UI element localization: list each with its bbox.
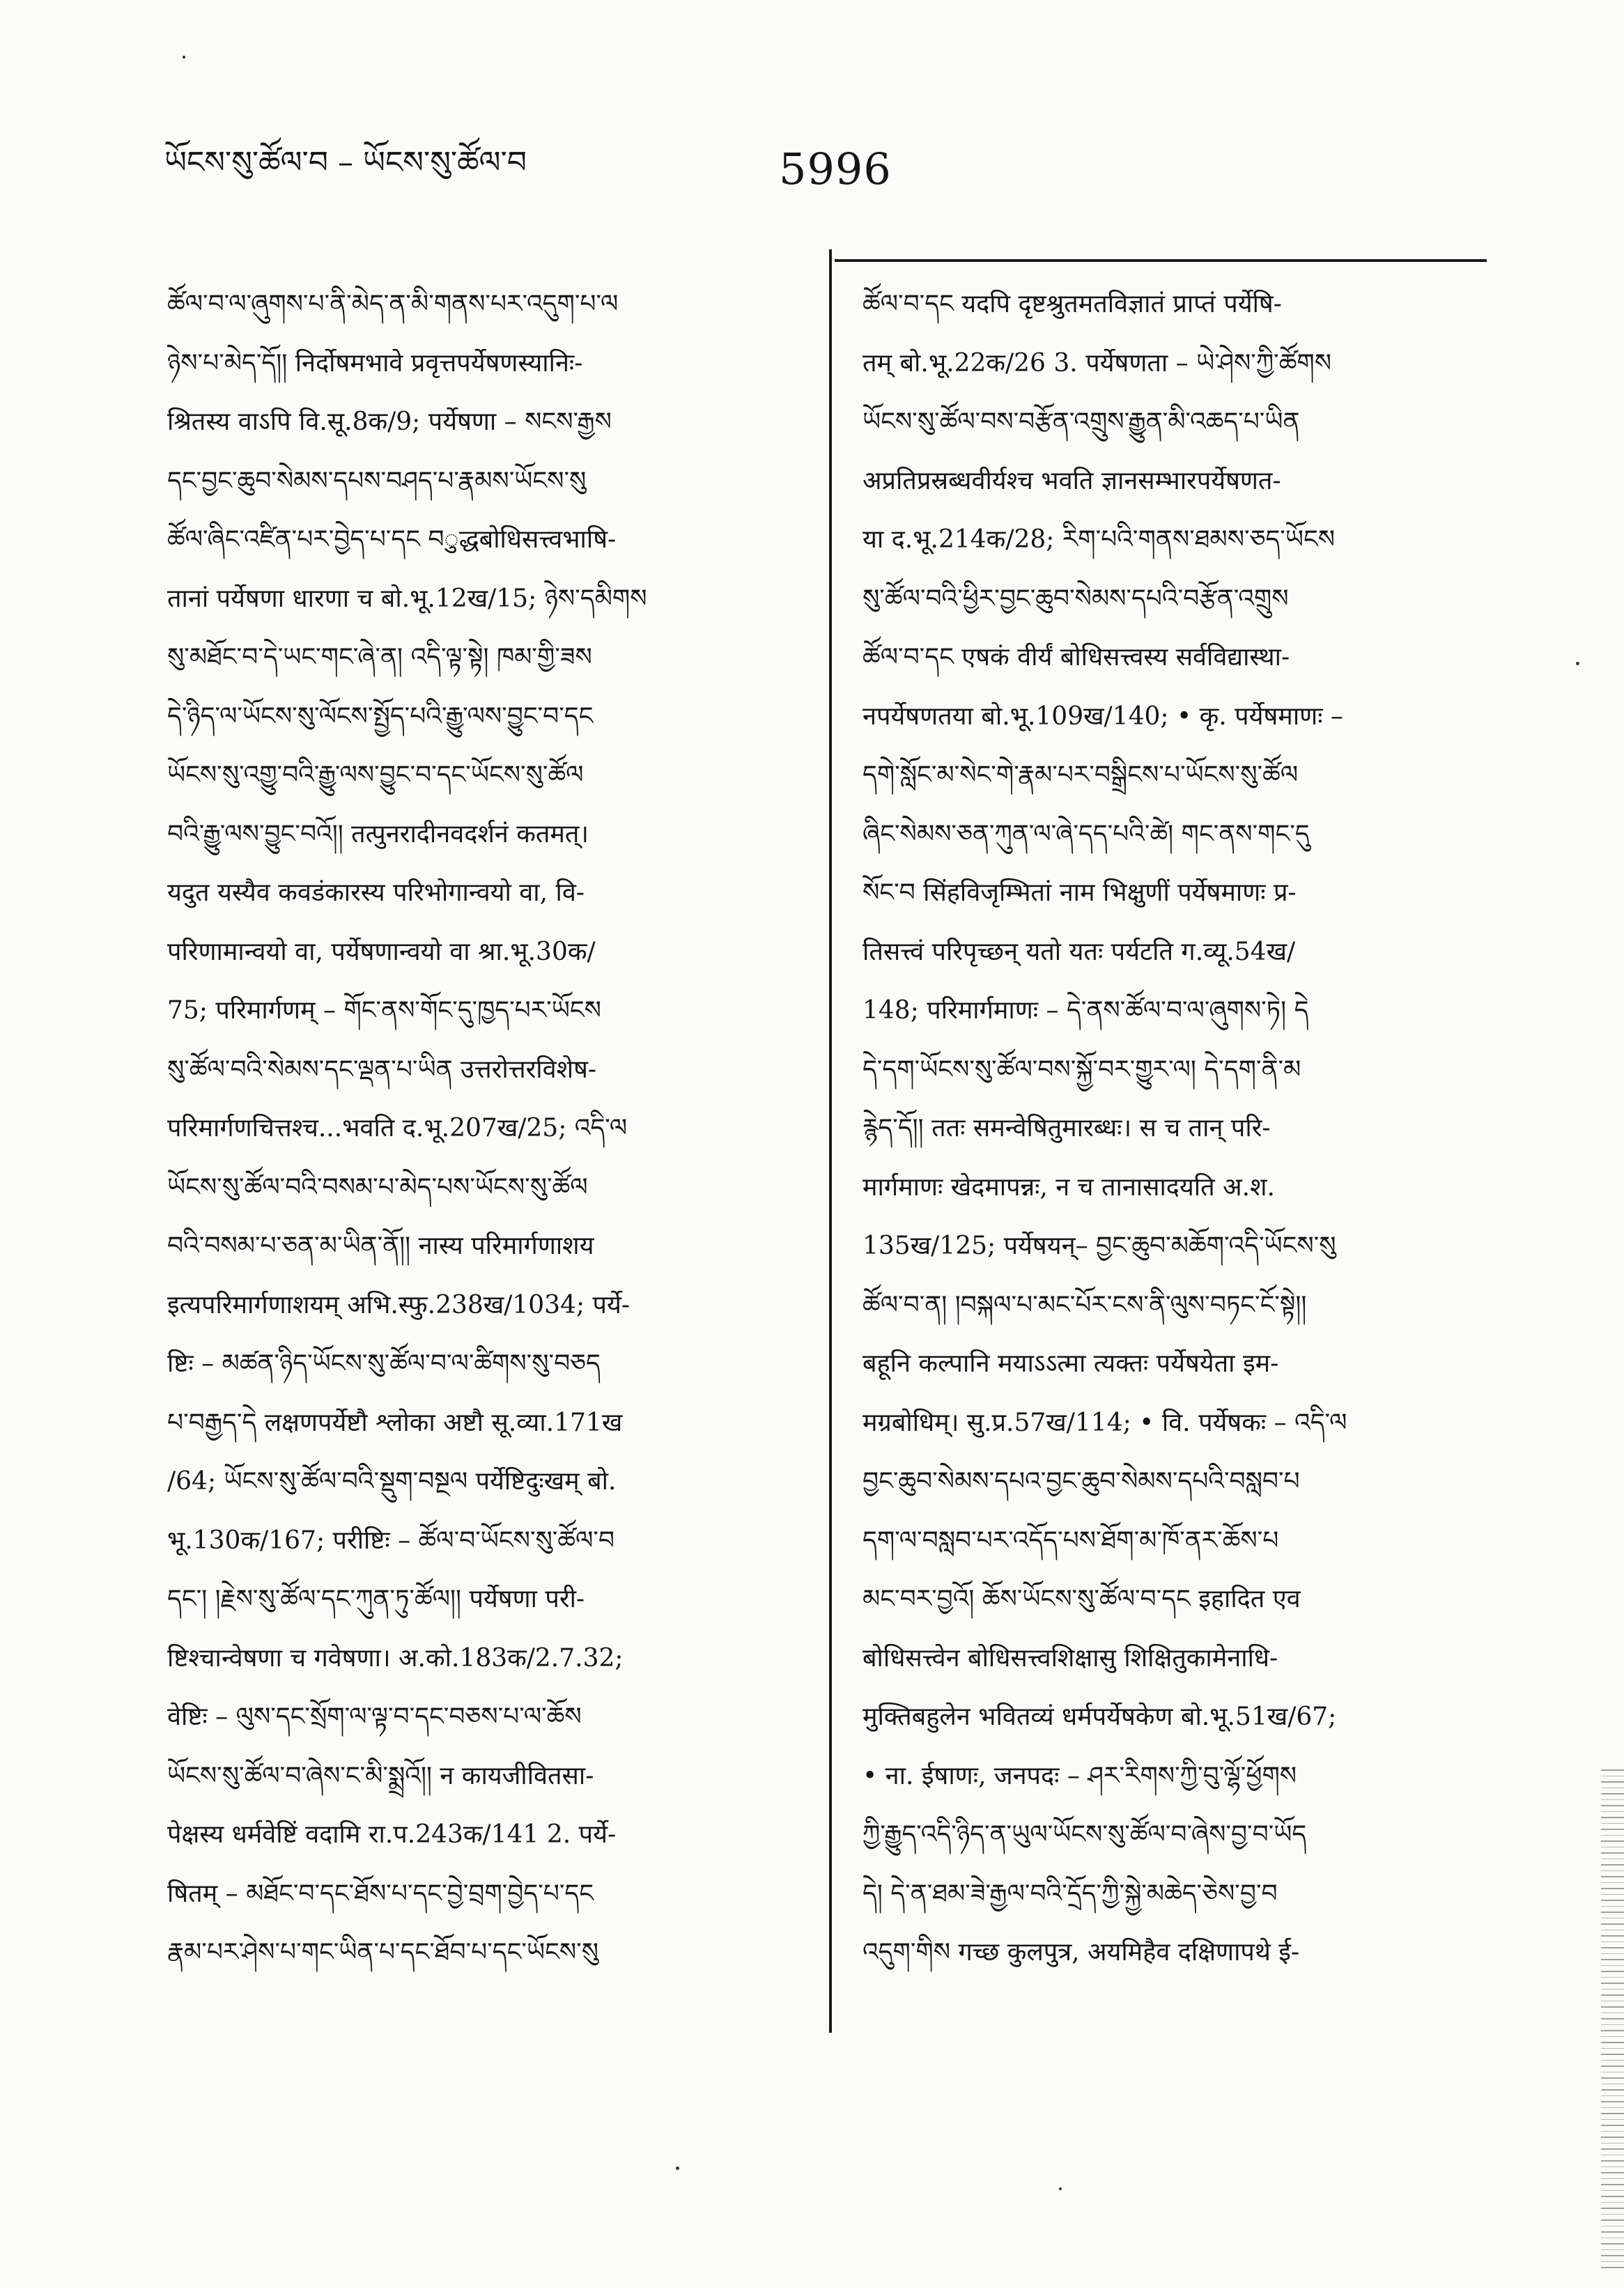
text-line: སུ་ཚོལ་བའི་ཕྱིར་བྱང་ཆུབ་སེམས་དཔའི་བརྩོན་འགྲུས (863, 584, 1289, 613)
text-line: མང་བར་བྱའོ། ཆོས་ཡོངས་སུ་ཚོལ་བ་དང इहादित एव (863, 1585, 1301, 1613)
text-line: वेष्टिः – ལུས་དང་སྲོག་ལ་ལྟ་བ་དང་བཅས་པ་ལ་ཆོས (167, 1703, 582, 1731)
text-line: 135ख/125; पर्येषयन्– བྱང་ཆུབ་མཆོག་འདི་ཡོངས་སུ (863, 1232, 1336, 1260)
text-line: मार्गमाणः खेदमापन्नः, न च तानासादयति अ.श. (863, 1172, 1275, 1202)
text-line: श्रितस्य वाऽपि वि.सू.8क/9; पर्येषणा – སངས་རྒྱས (167, 408, 612, 436)
text-line: पेक्षस्य धर्मवेष्टिं वदामि रा.प.243क/141 2. पर्ये- (167, 1820, 617, 1849)
text-line: मुक्तिबहुलेन भवितव्यं धर्मपर्येषकेण बो.भू.51ख/67; (863, 1703, 1337, 1731)
text-line: རྙེད་དོ།། ततः समन्वेषितुमारब्धः। स च तान् परि- (863, 1114, 1271, 1142)
text-line: སུ་མཐོང་བ་དེ་ཡང་གང་ཞེ་ན། འདི་ལྟ་སྟེ། ཁམ་གྱི་ཟས (167, 643, 592, 672)
scan-speck (183, 56, 185, 59)
scan-speck (676, 2166, 679, 2170)
text-line: बहूनि कल्पानि मयाऽऽत्मा त्यक्तः पर्येषयेता इम- (863, 1349, 1279, 1378)
text-line: षितम् – མཐོང་བ་དང་ཐོས་པ་དང་བྱེ་བྲག་བྱེད་པ་དང (167, 1879, 594, 1908)
text-line: 148; परिमार्गमाणः – དེ་ནས་ཚོལ་བ་ལ་ཞུགས་ཏེ། དེ (863, 996, 1309, 1025)
text-line: बोधिसत्त्वेन बोधिसत्त्वशिक्षासु शिक्षितुकामेनाधि- (863, 1643, 1278, 1673)
text-line: སུ་ཚོལ་བའི་སེམས་དང་ལྡན་པ་ཡིན उत्तरोत्तरविशेष- (167, 1055, 597, 1084)
left-column (167, 275, 794, 2031)
running-header: ཡོངས་སུ་ཚོལ་བ – ཡོངས་སུ་ཚོལ་བ (164, 145, 527, 180)
text-line: དགེ་སློང་མ་སེང་གེ་རྣམ་པར་བསྒྲིངས་པ་ཡོངས་སུ་ཚོལ (863, 761, 1299, 789)
text-line: ष्टिश्चान्वेषणा च गवेषणा। अ.को.183क/2.7.32; (167, 1643, 624, 1673)
right-column (863, 275, 1490, 2031)
text-line: དག་ལ་བསླབ་པར་འདོད་པས་ཐོག་མ་ཁོ་ནར་ཆོས་པ (863, 1526, 1279, 1555)
page-number: 5996 (779, 144, 892, 194)
text-line: 75; परिमार्गणम् – གོང་ནས་གོང་དུ་ཁྱད་པར་ཡོངས (167, 996, 601, 1025)
text-line: དང་། །རྗེས་སུ་ཚོལ་དང་ཀུན་ཏུ་ཚོལ།། पर्येषणा परी- (167, 1585, 585, 1613)
text-line: या द.भू.214क/28; རིག་པའི་གནས་ཐམས་ཅད་ཡོངས (863, 525, 1336, 554)
text-line: तानां पर्येषणा धारणा च बो.भू.12ख/15; ཉེས་དམིགས (167, 584, 647, 613)
text-line: རྣམ་པར་ཤེས་པ་གང་ཡིན་པ་དང་ཐོབ་པ་དང་ཡོངས་སུ (167, 1938, 599, 1967)
text-line: इत्यपरिमार्गणाशयम् अभि.स्फु.238ख/1034; पर्ये- (167, 1290, 631, 1319)
text-line: ཞིང་སེམས་ཅན་ཀུན་ལ་ཞེ་དད་པའི་ཚེ། གང་ནས་གང་དུ (863, 819, 1310, 848)
text-line: /64; ཡོངས་སུ་ཚོལ་བའི་སྡུག་བསྔལ पर्येष्टिदुःखम् बो. (167, 1467, 617, 1496)
text-line: བའི་བསམ་པ་ཅན་མ་ཡིན་ནོ།། नास्य परिमार्गणाशय (167, 1232, 594, 1260)
text-line: བའི་རྒྱུ་ལས་བྱུང་བའོ།། तत्पुनरादीनवदर्शनं कतमत्। (167, 819, 589, 848)
text-line: པ་བརྒྱད་དེ लक्षणपर्येष्टौ श्लोका अष्टौ सू.व्या.171ख (167, 1408, 623, 1437)
text-line: སོང་བ सिंहविजृम्भितां नाम भिक्षुणीं पर्येषमाणः प्र- (863, 878, 1297, 907)
header-rule (835, 259, 1487, 262)
text-line: འདུག་གིས गच्छ कुलपुत्र, अयमिहैव दक्षिणापथे ई- (863, 1938, 1300, 1967)
text-line: परिमार्गणचित्तश्च...भवति द.भू.207ख/25; འདི་ལ (167, 1114, 628, 1142)
page-header (0, 0, 1624, 209)
column-divider (829, 249, 832, 2033)
scan-speck (1059, 2187, 1062, 2190)
text-line: भू.130क/167; परीष्टिः – ཚོལ་བ་ཡོངས་སུ་ཚོལ་བ (167, 1526, 615, 1555)
scan-edge-noise (1601, 1769, 1624, 2271)
text-line: अप्रतिप्रस्रब्धवीर्यश्च भवति ज्ञानसम्भारपर्येषणत- (863, 466, 1281, 495)
text-line: ཡོངས་སུ་ཚོལ་བའི་བསམ་པ་མེད་པས་ཡོངས་སུ་ཚོལ (167, 1172, 588, 1202)
text-line: मग्रबोधिम्। सु.प्र.57ख/114; • वि. पर्येषकः – འདི་ལ (863, 1408, 1347, 1437)
text-line: ཚོལ་ཞིང་འཛིན་པར་བྱེད་པ་དང བुद्धबोधिसत्त्वभाषि- (167, 525, 617, 554)
text-line: ष्टिः – མཚན་ཉིད་ཡོངས་སུ་ཚོལ་བ་ལ་ཚིགས་སུ་བཅད (167, 1349, 601, 1378)
text-line: तिसत्त्वं परिपृच्छन् यतो यतः पर्यटति ग.व्यू.54ख/ (863, 937, 1296, 966)
text-line: ཚོལ་བ་དང यदपि दृष्टश्रुतमतविज्ञातं प्राप्तं पर्येषि- (863, 290, 1282, 318)
text-line: ཚོལ་བ་ན། །བསྐལ་པ་མང་པོར་ངས་ནི་ལུས་བཏང་ངོ་སྟེ།། (863, 1290, 1307, 1319)
text-line: དེ་དག་ཡོངས་སུ་ཚོལ་བས་སྐྱོ་བར་གྱུར་ལ། དེ་དག་ནི་མ (863, 1055, 1301, 1084)
text-line: ཀྱི་རྒྱུད་འདི་ཉིད་ན་ཡུལ་ཡོངས་སུ་ཚོལ་བ་ཞེས་བྱ་བ་ཡོད (863, 1820, 1307, 1849)
text-line: དེ་ཉིད་ལ་ཡོངས་སུ་ལོངས་སྤྱོད་པའི་རྒྱུ་ལས་བྱུང་བ་དང (167, 701, 594, 731)
scan-speck (1576, 662, 1579, 665)
text-line: ཚོལ་བ་ལ་ཞུགས་པ་ནི་མེད་ན་མི་གནས་པར་འདུག་པ་ལ (167, 290, 619, 318)
text-line: यदुत यस्यैव कवडंकारस्य परिभोगान्वयो वा, वि- (167, 878, 585, 907)
text-line: ཉེས་པ་མེད་དོ།། निर्दोषमभावे प्रवृत्तपर्येषणस्यानिः- (167, 348, 583, 378)
text-line: नपर्येषणतया बो.भू.109ख/140; • कृ. पर्येषमाणः – (863, 701, 1343, 731)
text-line: བྱང་ཆུབ་སེམས་དཔའ་བྱང་ཆུབ་སེམས་དཔའི་བསླབ་པ (863, 1467, 1300, 1496)
text-line: དང་བྱང་ཆུབ་སེམས་དཔས་བཤད་པ་རྣམས་ཡོངས་སུ (167, 466, 587, 495)
text-line: དེ། དེ་ན་ཐམ་ཟེ་རྒྱལ་བའི་དྲོད་ཀྱི་སྐྱེ་མཆེད་ཅེས་བྱ་བ (863, 1879, 1278, 1908)
text-line: ཡོངས་སུ་ཚོལ་བས་བརྩོན་འགྲུས་རྒྱུན་མི་འཆད་པ་ཡིན (863, 408, 1300, 436)
text-line: ཡོངས་སུ་ཚོལ་བ་ཞེས་ང་མི་སྨྲའོ།། न कायजीवितसा- (167, 1761, 594, 1790)
text-line: तम् बो.भू.22क/26 3. पर्येषणता – ཡེ་ཤེས་ཀྱི་ཚོགས (863, 348, 1332, 378)
text-line: ཡོངས་སུ་འགྱུ་བའི་རྒྱུ་ལས་བྱུང་བ་དང་ཡོངས་སུ་ཚོལ (167, 761, 584, 789)
text-line: • ना. ईषाणः, जनपदः – ཤར་རིགས་ཀྱི་བུ་ལྷོ་ཕྱོགས (863, 1761, 1297, 1790)
text-line: परिणामान्वयो वा, पर्येषणान्वयो वा श्रा.भू.30क/ (167, 937, 596, 966)
text-line: ཚོལ་བ་དང एषकं वीर्यं बोधिसत्त्वस्य सर्वविद्यास्था- (863, 643, 1290, 672)
